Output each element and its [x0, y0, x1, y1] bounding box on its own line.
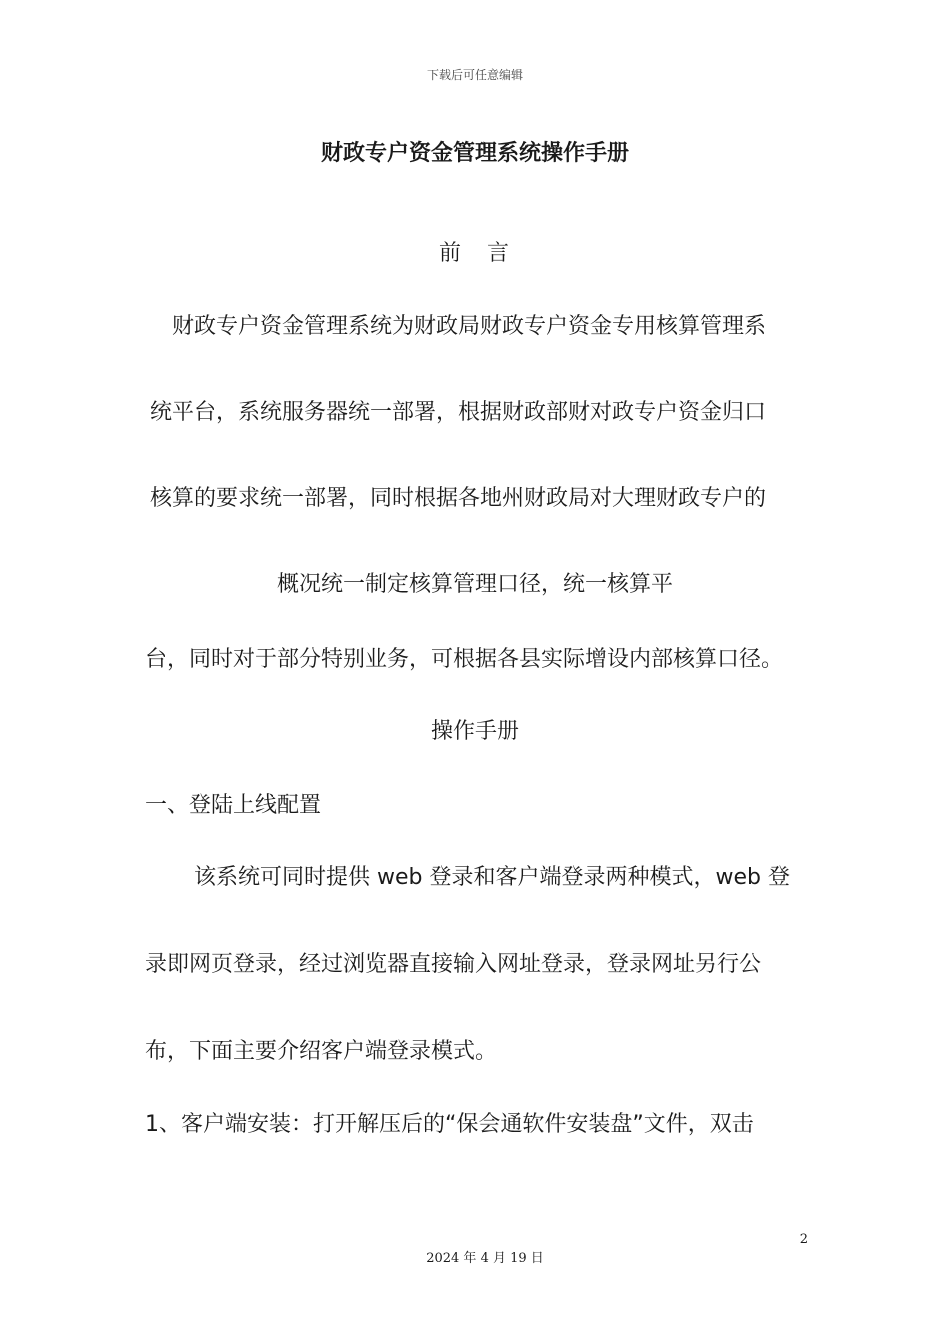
preface-line-2: 统平台，系统服务器统一部署，根据财政部财对政专户资金归口	[150, 400, 767, 425]
preface-line-5: 台，同时对于部分特别业务，可根据各县实际增设内部核算口径。	[145, 647, 784, 672]
preface-heading: 前 言	[438, 241, 511, 266]
document-title: 财政专户资金管理系统操作手册	[320, 141, 629, 166]
section-1-line-3: 布，下面主要介绍客户端登录模式。	[145, 1039, 498, 1064]
section-1-heading: 一、登陆上线配置	[145, 793, 322, 818]
page-number: 2	[799, 1232, 808, 1247]
step-1-line: 1、客户端安装：打开解压后的“保会通软件安装盘”文件，双击	[145, 1112, 754, 1137]
section-1-line-1: 该系统可同时提供 web 登录和客户端登录两种模式，web 登	[194, 865, 790, 890]
section-1-line-2: 录即网页登录，经过浏览器直接输入网址登录，登录网址另行公	[145, 952, 762, 977]
page-header: 下载后可任意编辑	[426, 68, 523, 82]
footer-date: 2024 年 4 月 19 日	[426, 1251, 544, 1266]
preface-line-3: 核算的要求统一部署，同时根据各地州财政局对大理财政专户的	[150, 486, 767, 511]
preface-line-1: 财政专户资金管理系统为财政局财政专户资金专用核算管理系	[172, 314, 767, 339]
manual-heading: 操作手册	[430, 719, 519, 744]
preface-line-4: 概况统一制定核算管理口径，统一核算平	[276, 572, 673, 597]
